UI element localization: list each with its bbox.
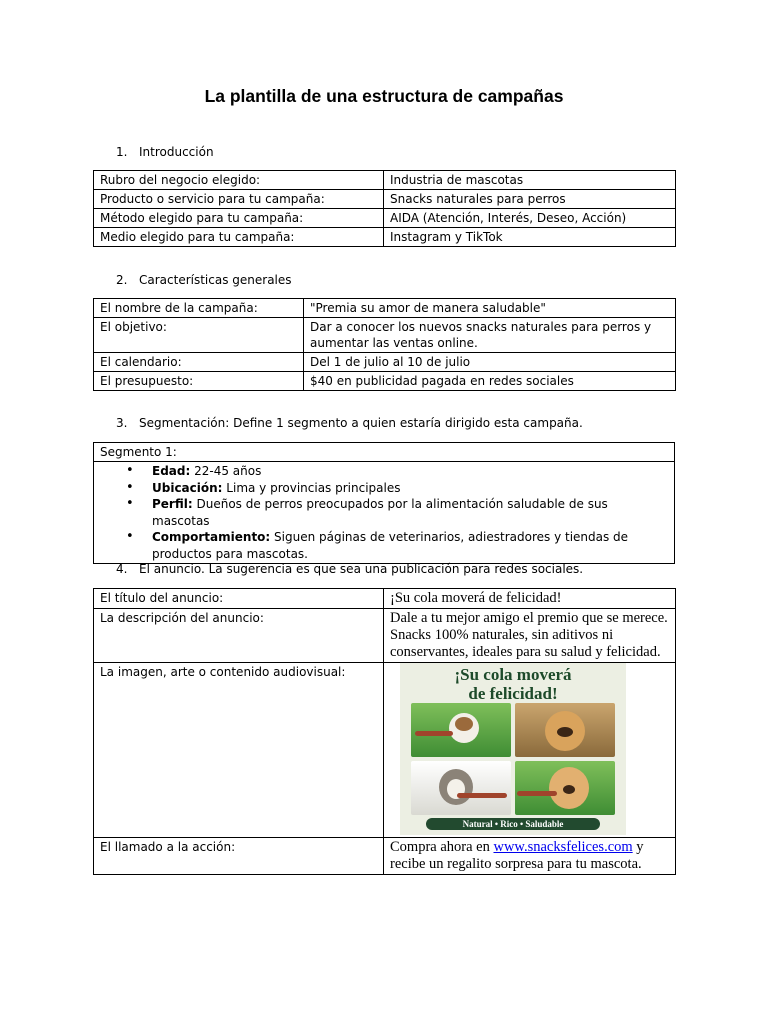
table-row — [94, 171, 676, 190]
section-heading-intro: 1. Introducción — [116, 145, 214, 159]
table-row — [94, 372, 676, 391]
segment-list — [100, 463, 668, 562]
table-row — [94, 228, 676, 247]
table-row — [94, 353, 676, 372]
section-heading-ad: 4. El anuncio. La sugerencia es que sea una publicación para redes sociales. — [116, 562, 584, 576]
list-item: • Perfil: Dueños de perros preocupados por la alimentación saludable de sus mascotas — [152, 496, 668, 529]
table-cell-label: El nombre de la campaña: — [94, 299, 304, 318]
table-cell-value: Dar a conocer los nuevos snacks naturales para perros y aumentar las ventas online. — [304, 318, 676, 353]
table-cell-value: Industria de mascotas — [384, 171, 676, 190]
list-item: • Edad: 22-45 años — [152, 463, 668, 480]
ad-image — [400, 663, 626, 835]
table-row — [94, 443, 675, 462]
table-cell-label: El presupuesto: — [94, 372, 304, 391]
table-cell-value: AIDA (Atención, Interés, Deseo, Acción) — [384, 209, 676, 228]
table-cell-label: La descripción del anuncio: — [94, 609, 384, 663]
table-row — [94, 609, 676, 663]
list-item: • Ubicación: Lima y provincias principales — [152, 480, 668, 497]
ad-table — [93, 588, 676, 875]
ad-image-cell — [384, 663, 676, 838]
table-row — [94, 663, 676, 838]
list-item: • Comportamiento: Siguen páginas de veterinarios, adiestradores y tiendas de productos para mascotas. — [152, 529, 668, 562]
cta-link[interactable]: www.snacksfelices.com — [493, 839, 633, 855]
segment-cell — [94, 462, 675, 564]
table-cell-value: Snacks naturales para perros — [384, 190, 676, 209]
table-cell-label: Producto o servicio para tu campaña: — [94, 190, 384, 209]
segment-table — [93, 442, 675, 564]
ad-title-value: ¡Su cola moverá de felicidad! — [384, 589, 676, 609]
dog-photo-3 — [411, 761, 511, 815]
table-row — [94, 209, 676, 228]
table-cell-label: El calendario: — [94, 353, 304, 372]
table-row — [94, 190, 676, 209]
table-cell-label: La imagen, arte o contenido audiovisual: — [94, 663, 384, 838]
document-title: La plantilla de una estructura de campañas — [204, 86, 564, 106]
table-cell-label: El título del anuncio: — [94, 589, 384, 609]
table-cell-label: Método elegido para tu campaña: — [94, 209, 384, 228]
table-cell-label: El llamado a la acción: — [94, 838, 384, 875]
table-cell-label: El objetivo: — [94, 318, 304, 353]
table-cell-value: Instagram y TikTok — [384, 228, 676, 247]
section-heading-general: 2. Características generales — [116, 273, 292, 287]
table-row — [94, 318, 676, 353]
table-row — [94, 462, 675, 564]
intro-table — [93, 170, 676, 247]
segment-header: Segmento 1: — [94, 443, 675, 462]
dog-photo-1 — [411, 703, 511, 757]
dog-photo-2 — [515, 703, 615, 757]
ad-image-title: ¡Su cola moverá de felicidad! — [454, 665, 572, 703]
table-cell-value: "Premia su amor de manera saludable" — [304, 299, 676, 318]
table-row — [94, 838, 676, 875]
dog-photo-4 — [515, 761, 615, 815]
ad-cta-value: Compra ahora en www.snacksfelices.com y recibe un regalito sorpresa para tu mascota. — [384, 838, 676, 875]
table-cell-value: Del 1 de julio al 10 de julio — [304, 353, 676, 372]
table-cell-label: Medio elegido para tu campaña: — [94, 228, 384, 247]
general-table — [93, 298, 676, 391]
table-row — [94, 589, 676, 609]
ad-description-value: Dale a tu mejor amigo el premio que se merece. Snacks 100% naturales, sin aditivos ni conservantes, ideales para su salud y felicidad. — [384, 609, 676, 663]
table-row — [94, 299, 676, 318]
table-cell-value: $40 en publicidad pagada en redes sociales — [304, 372, 676, 391]
ad-tagline: Natural • Rico • Saludable — [426, 818, 600, 830]
section-heading-segmentation: 3. Segmentación: Define 1 segmento a quien estaría dirigido esta campaña. — [116, 416, 583, 430]
table-cell-label: Rubro del negocio elegido: — [94, 171, 384, 190]
